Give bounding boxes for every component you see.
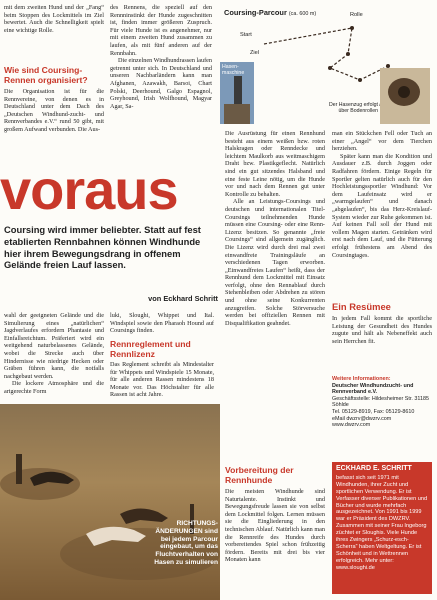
section-heading-vorbereitung: Vorbereitung der Rennhunde <box>225 465 294 485</box>
col3-paragraph: Die Ausrüstung für einen Rennhund besteht aus einem weißen bzw. roten Halskragen oder Renndecke und leichtem Maulkorb aus weitmaschigem Draht bzw. Plastikgeflecht. Natürlich sind ein gut sitzendes Halsband und eine feste Leine nötig, um die Hunde vor und nach dem Rennen gut unter Kontrolle zu behalten. <box>225 130 325 198</box>
section-text-vorbereitung: Die meisten Windhunde sind Naturtalente. Instinkt und Bewegungsfreude lassen sie von selbst dem Lockmittel folgen. Lernen müssen sie die Eingliederung in den technischen Ablauf. Natürlich kann man die Rennreife des Hundes durch vorbereitendes Spiel schon frühzeitig fördern. Bereits mit drei bis vier Monaten kann <box>225 488 325 564</box>
section-heading-reglement: Rennreglement und Rennlizenz <box>110 339 191 359</box>
dogs-photo-graphic <box>0 404 220 600</box>
col1-low-paragraph: wahl der geeigneten Gelände und die Simulierung eines „natürlichen“ Jagdverlaufes erfordern Phantasie und Einfallsreichtum. Präferiert wird ein weitgehend naturbelassenes Gelände, wobei die Strecke auch über Hindernisse wie niedrige Hecken oder Gräben führen kann, die notfalls nachgebaut werden. <box>4 312 104 380</box>
col4-top-text <box>332 130 432 259</box>
diagram-label-start: Start <box>240 32 252 38</box>
section-heading-resumee: Ein Resümee <box>332 301 391 312</box>
diagram-title: Coursing-Parcour (ca. 600 m) <box>224 8 317 17</box>
col2-low-text: luki, Sloughi, Whippet und Ital. Windspiel sowie den Pharaoh Hound auf Coursings finden. <box>110 312 214 335</box>
diagram-label-rolle: Rolle <box>350 12 363 18</box>
diagram-caption: Der Hasenzug erfolgt über Bodenrollen <box>328 102 378 114</box>
col1-low-text <box>4 312 104 396</box>
author-box <box>332 462 432 594</box>
section-text-organisation: Die Organisation ist für die Rennvereine, von denen es in Deutschland unter dem Dach des „Deutschen Windhund-zucht- und Rennverbandes e.V.“ rund 50 gibt, mit großem Aufwand verbunden. Die Aus- <box>4 88 104 133</box>
col1-top-text: mit dem zweiten Hund und der „Fang“ beim Stoppen des Lockmittels im Ziel bewertet. Auch die Schnelligkeit spielt eine wichtige Rolle. <box>4 4 104 34</box>
info-address: Geschäftsstelle: Hildesheimer Str. 31185 Söhlde <box>332 395 429 409</box>
section-text-reglement: Das Reglement schreibt als Mindestalter für Whippets und Windspiele 15 Monate, für alle anderen Rassen mindestens 18 Monate vor. Das Höchstalter für alle Rassen ist acht Jahre. <box>110 361 214 399</box>
headline-word-box <box>0 168 218 220</box>
info-mail[interactable]: eMail dwzrv@dwzrv.com <box>332 415 392 422</box>
diagram-label-maschine: Hasen-maschine <box>222 64 245 76</box>
headline-deck: Coursing wird immer beliebter. Statt auf fest etablierten Rennbahnen können Windhunde hier ihrem Bewegungsdrang in offenem Gelände freien Lauf lassen. <box>4 224 201 271</box>
author-name: ECKHARD E. SCHRITT <box>336 465 412 472</box>
info-box <box>332 376 432 429</box>
info-org: Deutscher Windhundzucht- und Rennverband e.V. <box>332 382 414 396</box>
diagram-label-ziel: Ziel <box>250 50 260 56</box>
info-web[interactable]: www.dwzrv.com <box>332 422 371 429</box>
course-diagram <box>220 6 432 124</box>
col4-paragraph-2: Später kann man die Kondition und Ausdauer z.B. durch Joggen oder Radfahren fördern. Einige Regeln für Sportler gelten natürlich auch für den Hochleistungssportler Windhund: Vor dem Laufeinsatz wird er „warmgelaufen“ und danach „abgelaufen“, bis das Herz-Kreislauf-System wieder zur Ruhe gekommen ist. Auf keinen Fall soll der Hund mit vollem Magen starten. Getränken wird erst nach dem Lauf, und die Fütterung erfolgt frühestens am Abend des Coursingtages. <box>332 152 432 259</box>
col1-low-paragraph-2: Die lockere Atmosphäre und die artgerechte Form <box>4 380 104 395</box>
col2-paragraph-2: Die einzelnen Windhundrassen laufen getrennt unter sich. In Deutschland und unseren Nachbarländern kann man Afghanen, Azawakh, Barsoi, Chart Polski, Deerhound, Galgo Espagnol, Greyhound, Irish Wolfhound, Magyar Agar, Sa- <box>110 57 212 110</box>
author-bio: befasst sich seit 1971 mit Windhunden, ihrer Zucht und sportlichen Verwendung. Er ist Verfasser diverser Publikationen und Bücher und wurde mehrfach ausgezeichnet. Von 1991 bis 1999 war er Präsident des DWZRV. Zusammen mit seiner Frau Ingeborg züchtet er Sloughis. Viele Hunde ihres Zwingers „Schurz-esch-Scherra“ haben Weltgeltung. Er ist Schönheit und in Wettrennen erfolgreich. Mehr unter: www.sloughi.de <box>336 474 428 571</box>
section-heading-organisation: Wie sind Coursing-Rennen organisiert? <box>4 65 88 85</box>
col2-paragraph: des Rennens, die speziell auf den Rennninstinkt der Hunde zugeschnitten ist, finden immer größeren Zuspruch. Für viele Hunde ist es angenehmer, nur mit einem zweiten Hund zusammen zu laufen, als mit fünf anderen auf der Rennbahn. <box>110 4 212 57</box>
col3-paragraph-2: Alle an Leistungs-Coursings und deutschen und internationalen Titel-Coursings teilnehmenden Hunde müssen eine Coursing- oder eine Renn-Lizenz besitzen. So genannte „freie Coursings“ sind allgemein zugänglich. Die Lizenz wird durch drei mal zwei einwandfreie Trainingsläufe an verschiedenen Tagen erworben. „Einwandfreies Laufen“ heißt, dass der Rennhund dem Lockmittel mit Einsatz verfolgt, ohne den Rennablauf durch Stehenbleiben oder Abdrehen zu stören und ohne seine Konkurrenten anzugreifen. Solche Störversuche werden bei offiziellen Rennen mit Disqualifikation geahndet. <box>225 198 325 327</box>
info-tel: Tel. 05129-8919, Fax: 05129-8610 <box>332 408 415 415</box>
dogs-photo <box>0 404 220 600</box>
col2-top-text <box>110 4 212 110</box>
info-title: Weitere Informationen: <box>332 376 391 382</box>
byline: von Eckhard Schritt <box>148 294 218 303</box>
photo-caption: RICHTUNGS-ÄNDERUNGEN sind bei jedem Parcour eingebaut, um das Fluchtverhalten von Hasen zu simulieren <box>154 520 218 566</box>
section-text-resumee: In jedem Fall kommt die sportliche Leistung der Gesundheit des Hundes zugute und hält als Nebeneffekt auch sein Herrchen fit. <box>332 315 432 345</box>
col3-mid-text <box>225 130 325 327</box>
headline-big-word: voraus <box>0 168 178 220</box>
col4-paragraph: man ein Stückchen Fell oder Tuch an einer „Angel“ vor dem Tierchen herziehen. <box>332 130 432 153</box>
